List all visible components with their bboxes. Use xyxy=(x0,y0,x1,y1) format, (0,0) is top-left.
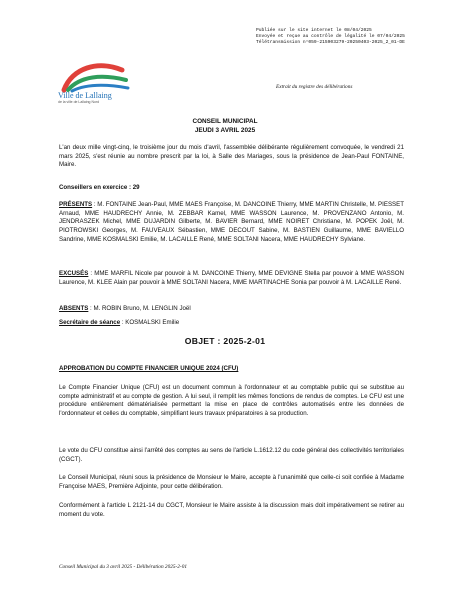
excuses-label: EXCUSÉS xyxy=(59,270,89,277)
excuses-paragraph xyxy=(59,270,404,287)
logo-subtitle: de la ville de Lallaing Nord xyxy=(58,100,100,104)
article-paragraph: Conformément à l'article L 2121-14 du CGCT, Monsieur le Maire assiste à la discussion mais doit impérativement se retirer au moment du vote. xyxy=(59,502,404,518)
logo-name: Ville de Lallaing xyxy=(58,91,112,100)
cfu-paragraph: Le Compte Financier Unique (CFU) est un document commun à l'ordonnateur et au comptable public qui se substitue au compte administratif et au compte de gestion. A lui seul, il remplit les mêmes fonctions de rendus de comptes. Le CFU est une procédure entièrement dématérialisée permettant la mise en place de contrôles automatisés entre les données de l'ordonnateur et celles du comptable, simplifiant leurs travaux préparatoires à sa production. xyxy=(59,384,404,418)
transmission-line: Télétransmission n°059-215903279-20250403-2025_2_01-DE xyxy=(256,40,405,46)
document-title: CONSEIL MUNICIPAL xyxy=(192,118,258,125)
absents-text: : M. ROBIN Bruno, M. LENGLIN Joël xyxy=(88,305,191,312)
page-footer: Conseil Municipal du 3 avril 2025 - Délibération 2025-2-01 xyxy=(59,564,187,570)
publication-block xyxy=(256,28,405,47)
secretaire-paragraph xyxy=(59,319,404,328)
legality-line: Envoyée et reçue au contrôle de légalité le 07/04/2025 xyxy=(256,34,405,40)
absents-label: ABSENTS xyxy=(59,305,89,312)
absents-paragraph xyxy=(59,305,404,314)
secretaire-label: Secrétaire de séance xyxy=(59,319,121,326)
presidence-paragraph: Le Conseil Municipal, réuni sous la présidence de Monsieur le Maire, accepte à l'unanimité que celle-ci soit confiée à Madame Françoise MAES, Première Adjointe, pour cette délibération. xyxy=(59,474,404,490)
objet-heading xyxy=(0,336,450,346)
meeting-date: JEUDI 3 AVRIL 2025 xyxy=(194,127,256,134)
excuses-text: : MME MARFIL Nicole par pouvoir à M. DANCOINE Thierry, MME DEVIGNE Stella par pouvoir à MME WASSON Laurence, M. KLEE Alain par pouvoir à MME SOLTANI Nacera, MME MARTINACHE Sonia par pouvoir à M. LACAILLE René. xyxy=(59,270,404,286)
conseillers-count: Conseillers en exercice : 29 xyxy=(59,184,140,191)
objet-label: OBJET xyxy=(184,336,215,346)
intro-paragraph: L'an deux mille vingt-cinq, le troisième jour du mois d'avril, l'assemblée délibérante régulièrement convoquée, le vendredi 21 mars 2025, s'est réunie au nombre prescrit par la loi, à Salle des Mariages, sous la présidence de Jean-Paul FONTAINE, Maire. xyxy=(59,144,404,169)
secretaire-text: : KOSMALSKI Emilie xyxy=(120,319,180,326)
approbation-heading: APPROBATION DU COMPTE FINANCIER UNIQUE 2024 (CFU) xyxy=(59,365,239,372)
presents-text: : M. FONTAINE Jean-Paul, MME MAES Françoise, M. DANCOINE Thierry, MME MARTIN Christelle, M. PIESSET Arnaud, MME HAUDRECHY Annie, M. ZEBBAR Kamel, MME WASSON Laurence, M. PROVENZANO Antonio, M. JENDRASZEK Michel, MME DUJARDIN Gilberte, M. BAVIER Bernard, MME NOIRET Christiane, M. POPEK Joël, M. PIOTROWSKI Georges, M. FAUVEAUX Sébastien, MME DECOUT Sabine, M. BASTIEN Guillaume, MME BAVIELLO Sandrine, MME KOSMALSKI Emilie, M. LACAILLE René, MME SOLTANI Nacera, MME HAUDRECHY Sylviane. xyxy=(59,201,404,243)
vote-paragraph: Le vote du CFU constitue ainsi l'arrêté des comptes au sens de l'article L.1612.12 du code général des collectivités territoriales (CGCT). xyxy=(59,447,404,463)
presents-paragraph xyxy=(59,201,404,245)
objet-number: : 2025-2-01 xyxy=(214,336,266,346)
extrait-label: Extrait du registre des délibérations xyxy=(276,84,353,90)
presents-label: PRÉSENTS xyxy=(59,201,93,208)
publication-line: Publiée sur le site internet le 08/04/2025 xyxy=(256,28,372,33)
